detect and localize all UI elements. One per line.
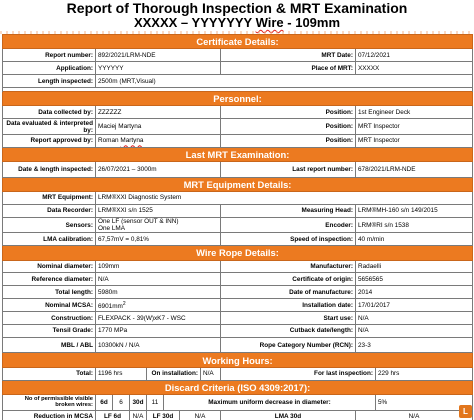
row-broken-wires: No of permissible visible broken wires: 6d 6 30d 11 Maximum uniform decrease in diameter: 5% xyxy=(3,395,473,411)
row-nominal-mcsa: Nominal MCSA: $6901mm^2$ Installation date: 17/01/2017 xyxy=(3,299,473,312)
row-tensile-grade: Tensil Grade: 1770 MPa Cutback date/length: N/A xyxy=(3,325,473,338)
section-header-discard: Discard Criteria (ISO 4309:2017): xyxy=(3,380,473,394)
row-total-length: Total length: 5980m Date of manufacture: 2014 xyxy=(3,286,473,299)
row-data-recorder: Data Recorder: LRM®XXI s/n 1525 Measuring Head: LRM®MH-160 s/n 149/2015 xyxy=(3,204,473,217)
company-logo-icon: L xyxy=(459,405,472,418)
row-data-collected: Data collected by: ZZZZZZ Position: 1st Engineer Deck xyxy=(3,106,473,119)
row-application: Application: YYYYYY Place of MRT: XXXXX xyxy=(3,62,473,75)
report-table xyxy=(2,34,473,420)
row-mrt-equipment: MRT Equipment: LRM®XXI Diagnostic System xyxy=(3,192,473,205)
section-header-working-hours: Working Hours: xyxy=(3,353,473,367)
row-working-hours: Total: 1196 hrs On installation: N/A For last inspection: 229 hrs xyxy=(3,367,473,380)
section-header-mrt-equipment: MRT Equipment Details: xyxy=(3,177,473,191)
report-subtitle: XXXXX – YYYYYYY Wire - 109mm xyxy=(133,15,341,30)
row-data-evaluated: Data evaluated & interpreted by: Maciej Martyna Position: MRT Inspector xyxy=(3,119,473,135)
row-length-inspected: Length inspected: 2500m (MRT,Visual) xyxy=(3,75,473,88)
approver-surname: Martyna xyxy=(120,137,144,145)
section-header-last-mrt: Last MRT Examination: xyxy=(3,147,473,161)
row-report-number: Report number: 892/2021/LRM-NDE MRT Date: 07/12/2021 xyxy=(3,49,473,62)
row-last-mrt: Date & length inspected: 26/07/2021 – 3000m Last report number: 678/2021/LRM-NDE xyxy=(3,162,473,178)
section-header-wire-rope: Wire Rope Details: xyxy=(3,246,473,260)
row-reference-diameter: Reference diameter: N/A Certificate of origin: 5656565 xyxy=(3,273,473,286)
row-construction: Construction: FLEXPACK - 39(W)xK7 - WSC Start use: N/A xyxy=(3,312,473,325)
row-report-approved: Report approved by: Roman Martyna Position: MRT Inspector xyxy=(3,134,473,147)
report-title: Report of Thorough Inspection & MRT Examination xyxy=(66,0,408,16)
row-sensors: Sensors: One LF (sensor OUT & INN) One LMA Encoder: LRM®RI s/n 1538 xyxy=(3,217,473,233)
row-reduction-mcsa: Reduction in MCSA LF 6d N/A LF 30d N/A LMA 30d N/A xyxy=(3,410,473,420)
row-nominal-diameter: Nominal diameter: 109mm Manufacturer: Radaelli xyxy=(3,260,473,273)
section-header-certificate: Certificate Details: xyxy=(3,35,473,49)
section-header-personnel: Personnel: xyxy=(3,92,473,106)
subtitle-wire-word: Wire xyxy=(255,15,284,30)
row-lma-calibration: LMA calibration: 67,57mV = 0,81% Speed of inspection: 40 m/min xyxy=(3,233,473,246)
row-mbl: MBL / ABL 10300kN / N/A Rope Category Number (RCN): 23-3 xyxy=(3,337,473,353)
